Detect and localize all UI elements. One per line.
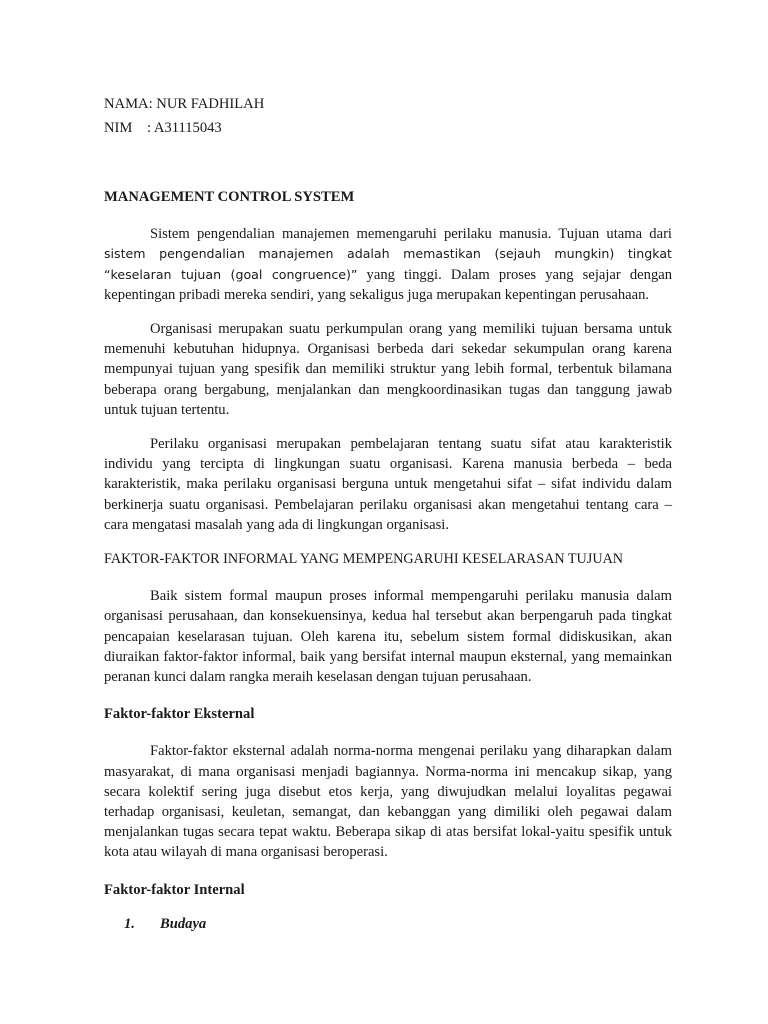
section-heading: FAKTOR-FAKTOR INFORMAL YANG MEMPENGARUHI KESELARASAN TUJUAN bbox=[104, 551, 624, 568]
sub-heading-external: Faktor-faktor Eksternal bbox=[104, 706, 255, 723]
paragraph-2: Organisasi merupakan suatu perkumpulan orang yang memiliki tujuan bersama untuk memenuhi kebutuhan hidupnya. Organisasi berbeda dari sekedar sekumpulan orang karena mempunyai tujuan yang spesifik dan memiliki struktur yang lebih formal, terbentuk bilamana beberapa orang bergabung, menjalankan dan mengkoordinasikan tugas dan tanggung jawab untuk tujuan tertentu. bbox=[104, 321, 672, 418]
paragraph-1-part-b: sistem pengendalian manajemen adalah memastikan (sejauh mungkin) tingkat “keselaran tujuan (goal congruence)” bbox=[104, 246, 672, 282]
list-item-number: 1. bbox=[124, 915, 135, 932]
paragraph-1 bbox=[104, 224, 672, 305]
paragraph-1-part-c: yang tinggi. Dalam proses yang sejajar dengan kepentingan pribadi mereka sendiri, yang sekaligus juga merupakan kepentingan perusahaan. bbox=[104, 266, 673, 303]
nim-label: NIM bbox=[104, 120, 133, 136]
paragraph-1-part-a: Sistem pengendalian manajemen memengaruhi perilaku manusia. Tujuan utama dari bbox=[150, 226, 672, 243]
student-name: NAMA: NUR FADHILAH bbox=[104, 96, 265, 112]
student-nim bbox=[104, 118, 672, 142]
nim-value: : A31115043 bbox=[147, 120, 222, 136]
document-page bbox=[104, 94, 672, 934]
list-item-budaya bbox=[104, 914, 672, 934]
list-item-label: Budaya bbox=[160, 915, 207, 932]
sub-heading-internal: Faktor-faktor Internal bbox=[104, 881, 245, 898]
paragraph-3: Perilaku organisasi merupakan pembelajaran tentang suatu sifat atau karakteristik individu yang tercipta di lingkungan suatu organisasi. Karena manusia berbeda – beda karakteristik, maka perilaku organisasi berguna untuk mengetahui sifat – sifat individu dalam berkinerja suatu organisasi. Pembelajaran perilaku organisasi akan mengetahui tentang cara – cara mengatasi masalah yang ada di lingkungan organisasi. bbox=[104, 436, 672, 533]
paragraph-4: Baik sistem formal maupun proses informal mempengaruhi perilaku manusia dalam organisasi perusahaan, dan konsekuensinya, kedua hal tersebut akan berpengaruh pada tingkat pencapaian keselarasan tujuan. Oleh karena itu, sebelum sistem formal didiskusikan, akan diuraikan faktor-faktor informal, baik yang bersifat internal maupun eksternal, yang memainkan peranan kunci dalam rangka meraih keselasan dengan tujuan perusahaan. bbox=[104, 588, 672, 686]
document-title: MANAGEMENT CONTROL SYSTEM bbox=[104, 189, 355, 205]
paragraph-5: Faktor-faktor eksternal adalah norma-norma mengenai perilaku yang diharapkan dalam masyarakat, di mana organisasi menjadi bagiannya. Norma-norma ini mencakup sikap, yang secara kolektif sering juga disebut etos kerja, yang diwujudkan melalui loyalitas pegawai terhadap organisasi, keuletan, semangat, dan kebanggan yang dimiliki oleh pegawai dalam menjalankan tugas secara tepat waktu. Beberapa sikap di atas bersifat lokal-yaitu spesifik untuk kota atau wilayah di mana organisasi beroperasi. bbox=[104, 743, 672, 861]
